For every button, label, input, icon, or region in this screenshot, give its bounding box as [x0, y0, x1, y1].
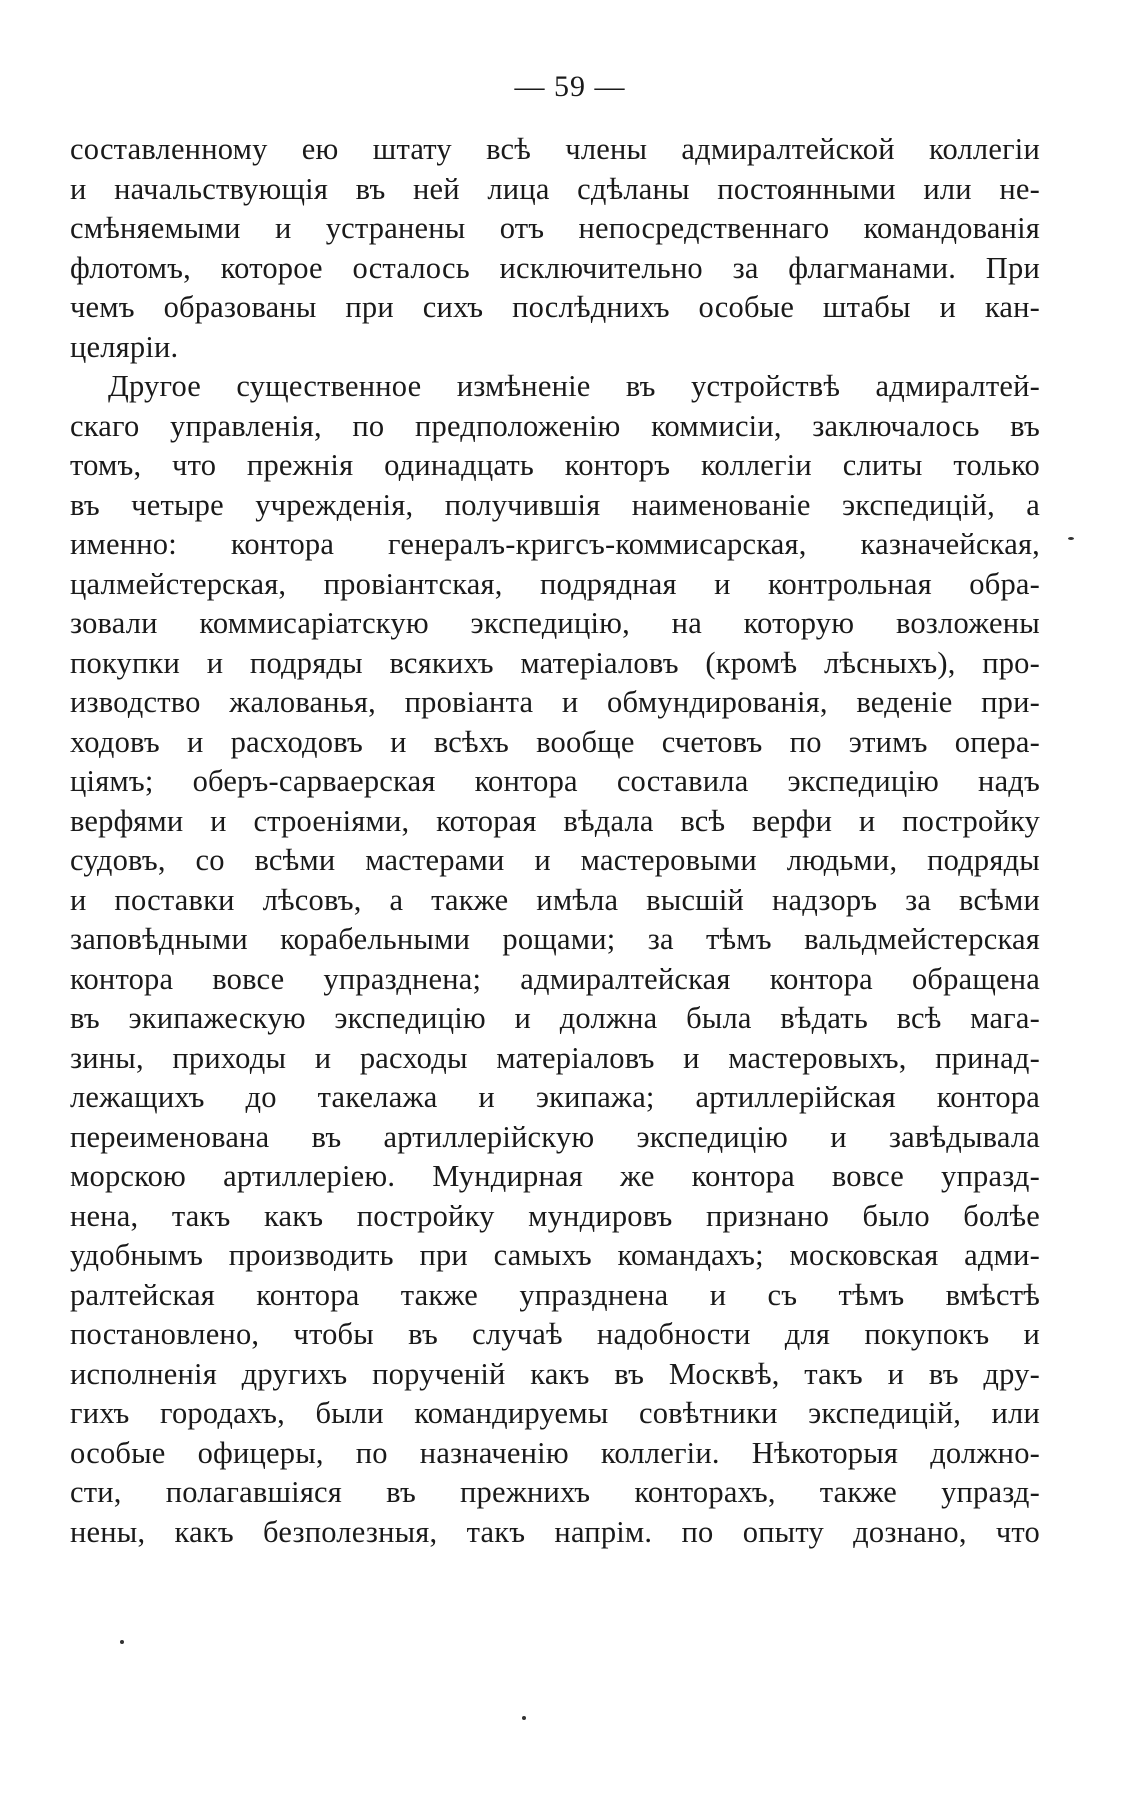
text-line: и поставки лѣсовъ, а также имѣла высшій надзоръ за всѣми: [70, 882, 1040, 917]
text-line: флотомъ, которое осталось исключительно за флагманами. При: [70, 250, 1040, 285]
text-line: зины, приходы и расходы матеріаловъ и мастеровыхъ, принад-: [70, 1040, 1040, 1075]
text-line: смѣняемыми и устранены отъ непосредственнаго командованія: [70, 211, 1040, 245]
text-line: удобнымъ производить при самыхъ командахъ; московская адми-: [70, 1238, 1040, 1272]
text-line: сти, полагавшіяся въ прежнихъ конторахъ, также упразд-: [70, 1475, 1040, 1509]
print-speck: [1068, 537, 1074, 540]
text-line: покупки и подряды всякихъ матеріаловъ (кромѣ лѣсныхъ), про-: [70, 645, 1040, 680]
text-line: въ экипажескую экспедицію и должна была вѣдать всѣ мага-: [70, 1001, 1040, 1035]
text-line: нены, какъ безполезныя, такъ напрім. по опыту дознано, что: [70, 1514, 1040, 1549]
text-line: исполненія другихъ порученій какъ въ Москвѣ, такъ и въ дру-: [70, 1356, 1040, 1391]
paragraph: [70, 130, 1040, 367]
text-line: изводство жалованья, провіанта и обмундированія, веденіе при-: [70, 685, 1040, 719]
text-line: заповѣдными корабельными рощами; за тѣмъ вальдмейстерская: [70, 922, 1040, 956]
text-line: особые офицеры, по назначенію коллегіи. Нѣкоторыя должно-: [70, 1435, 1040, 1470]
text-line: Другое существенное измѣненіе въ устройствѣ адмиралтей-: [108, 369, 1040, 403]
body-text: [70, 130, 1040, 1552]
text-line: зовали коммисаріатскую экспедицію, на которую возложены: [70, 606, 1040, 640]
text-line: целяріи.: [70, 329, 179, 364]
text-line: ціямъ; оберъ-сарваерская контора составила экспедицію надъ: [70, 764, 1040, 798]
text-line: въ четыре учрежденія, получившія наименованіе экспедицій, а: [70, 487, 1040, 522]
text-line: гихъ городахъ, были командируемы совѣтники экспедицій, или: [70, 1396, 1040, 1430]
print-speck: [522, 1716, 526, 1720]
text-line: именно: контора генералъ-кригсъ-коммисарская, казначейская,: [70, 527, 1040, 561]
text-line: и начальствующія въ ней лица сдѣланы постоянными или не-: [70, 171, 1040, 206]
paragraph: [70, 367, 1040, 1552]
text-line: контора вовсе упразднена; адмиралтейская контора обращена: [70, 961, 1040, 996]
text-line: верфями и строеніями, которая вѣдала всѣ верфи и постройку: [70, 803, 1040, 838]
text-line: ралтейская контора также упразднена и съ тѣмъ вмѣстѣ: [70, 1277, 1040, 1312]
text-line: составленному ею штату всѣ члены адмиралтейской коллегіи: [70, 132, 1040, 166]
text-line: томъ, что прежнія одинадцать конторъ коллегіи слиты только: [70, 448, 1040, 482]
print-speck: [120, 1640, 124, 1644]
text-line: скаго управленія, по предположенію коммисіи, заключалось въ: [70, 408, 1040, 443]
page-number: — 59 —: [514, 70, 626, 103]
text-line: лежащихъ до такелажа и экипажа; артиллерійская контора: [70, 1080, 1040, 1114]
text-line: чемъ образованы при сихъ послѣднихъ особые штабы и кан-: [70, 290, 1040, 324]
text-line: постановлено, чтобы въ случаѣ надобности для покупокъ и: [70, 1317, 1040, 1351]
text-line: переименована въ артиллерійскую экспедицію и завѣдывала: [70, 1119, 1040, 1154]
text-line: цалмейстерская, провіантская, подрядная и контрольная обра-: [70, 566, 1040, 601]
text-line: ходовъ и расходовъ и всѣхъ вообще счетовъ по этимъ опера-: [70, 724, 1040, 759]
text-line: нена, такъ какъ постройку мундировъ признано было болѣе: [70, 1198, 1040, 1233]
text-line: судовъ, со всѣми мастерами и мастеровыми людьми, подряды: [70, 843, 1040, 877]
text-line: морскою артиллеріею. Мундирная же контора вовсе упразд-: [70, 1159, 1040, 1193]
